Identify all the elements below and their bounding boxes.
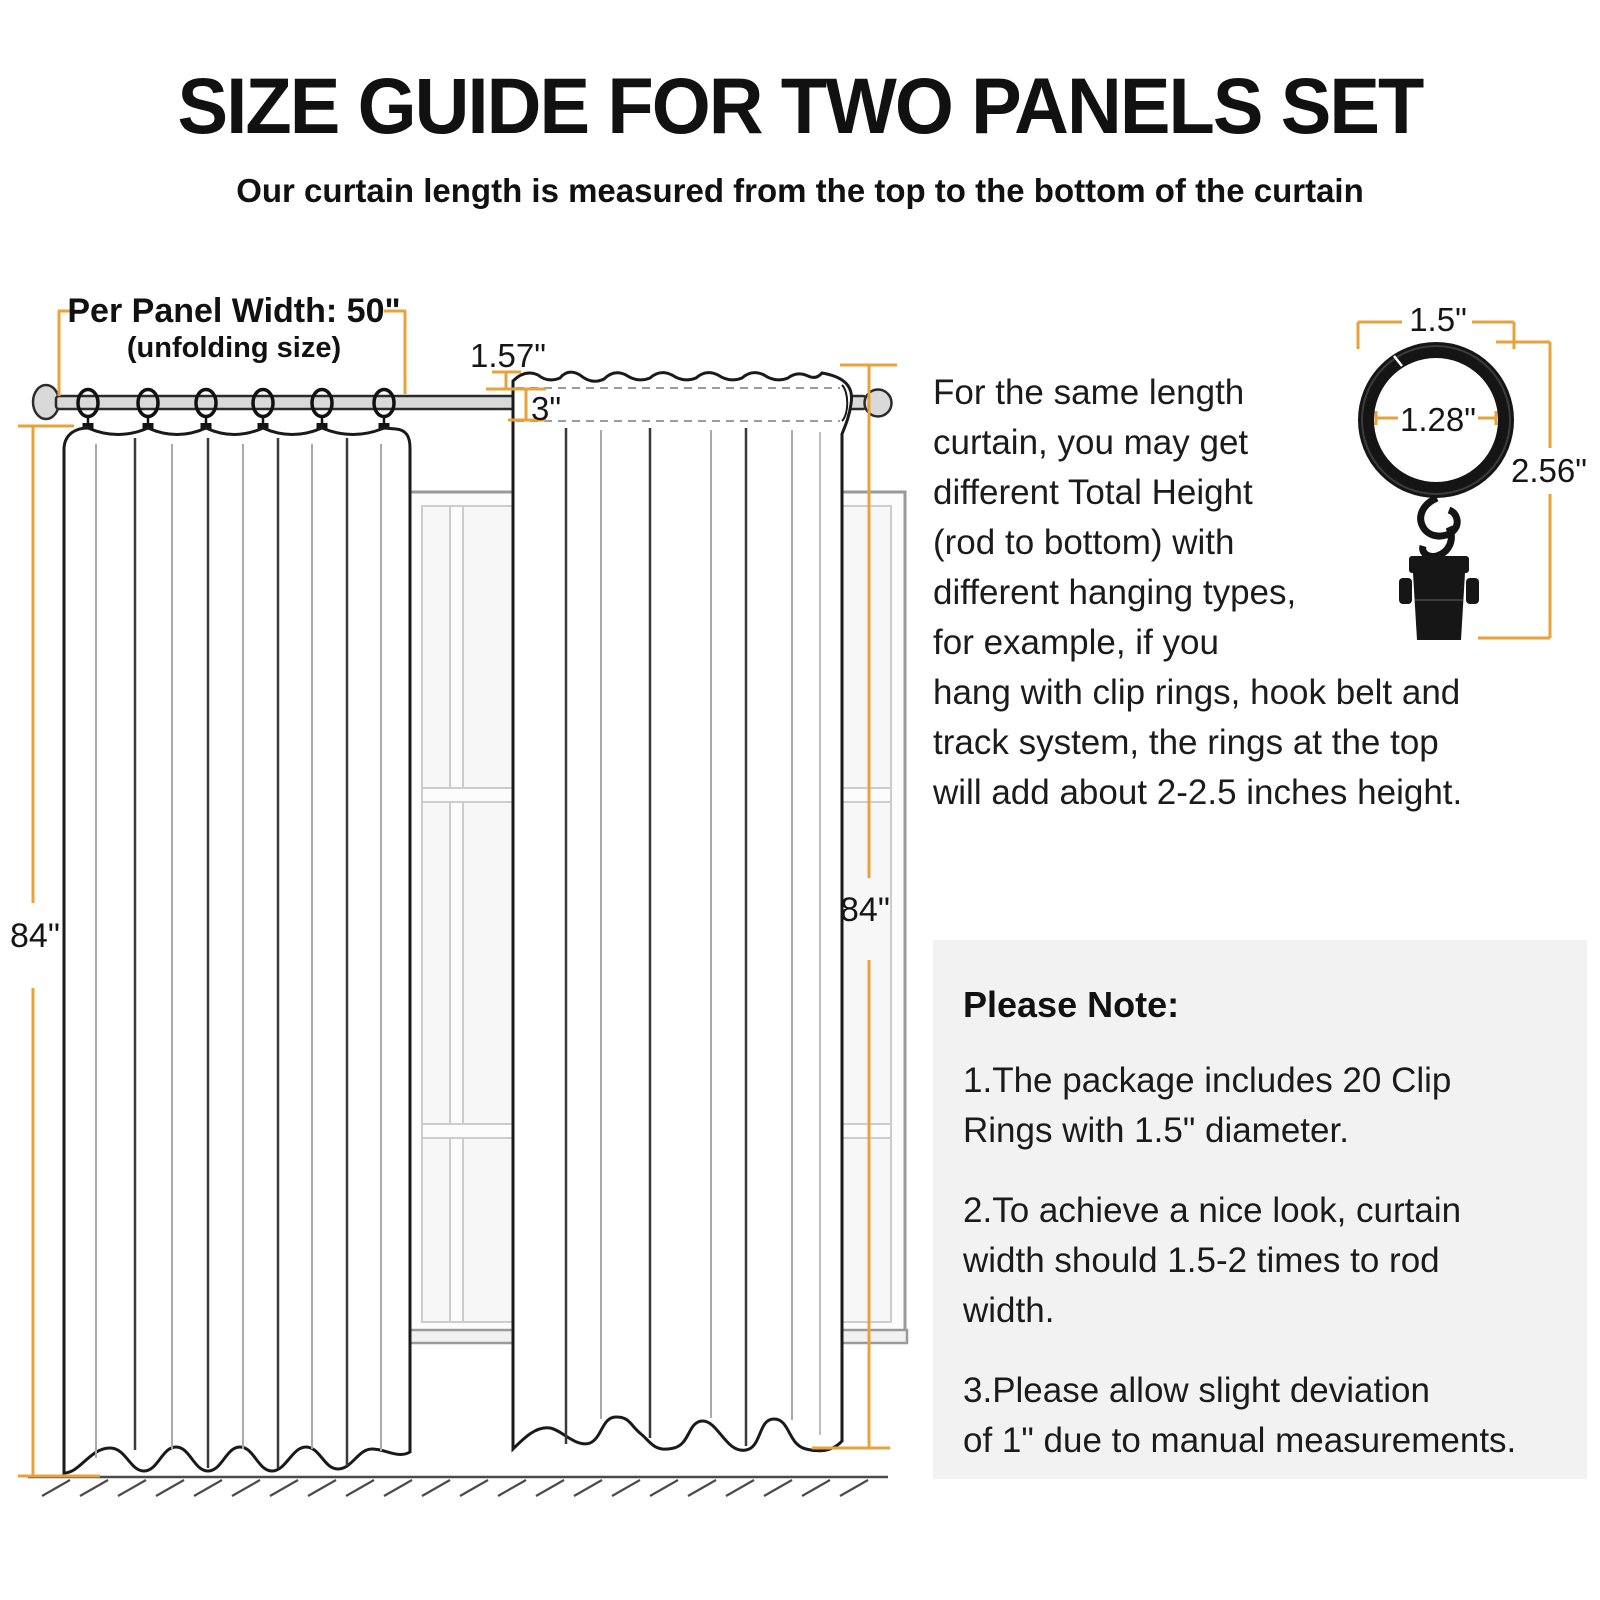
note-line: 3.Please allow slight deviation <box>963 1371 1430 1410</box>
page-title: SIZE GUIDE FOR TWO PANELS SET <box>177 61 1423 150</box>
rod-pocket-height-label: 3" <box>531 390 562 427</box>
note-item-2 <box>963 1186 1557 1336</box>
floor-hatching <box>42 1480 868 1496</box>
right-panel-length-label: 84" <box>840 891 890 929</box>
note-item-3 <box>963 1366 1557 1466</box>
description-line: different hanging types, <box>933 573 1297 612</box>
curtain-diagram <box>0 270 910 1510</box>
panel-width-label: Per Panel Width: 50" <box>67 292 401 330</box>
note-item-1 <box>963 1056 1557 1156</box>
note-line: of 1" due to manual measurements. <box>963 1421 1517 1460</box>
description-line: different Total Height <box>933 473 1253 512</box>
note-line: width should 1.5-2 times to rod <box>963 1241 1440 1280</box>
description-line: for example, if you <box>933 623 1219 662</box>
floor <box>28 1477 888 1496</box>
note-line: 2.To achieve a nice look, curtain <box>963 1191 1462 1230</box>
hanging-type-description <box>933 368 1553 818</box>
right-curtain-panel <box>513 372 852 1451</box>
note-line: Rings with 1.5" diameter. <box>963 1111 1349 1150</box>
panel-width-sublabel: (unfolding size) <box>126 332 342 364</box>
description-line: hang with clip rings, hook belt and <box>933 673 1461 712</box>
left-panel-length-label: 84" <box>10 917 60 955</box>
header-height-label: 1.57" <box>470 337 546 374</box>
ring-outer-diameter-label: 1.5" <box>1409 301 1467 338</box>
note-line: 1.The package includes 20 Clip <box>963 1061 1452 1100</box>
note-heading: Please Note: <box>963 984 1180 1025</box>
please-note-box <box>933 940 1587 1479</box>
description-line: curtain, you may get <box>933 423 1249 462</box>
note-line: width. <box>963 1291 1055 1330</box>
page-subtitle: Our curtain length is measured from the top to the bottom of the curtain <box>236 172 1364 209</box>
description-line: (rod to bottom) with <box>933 523 1235 562</box>
description-line: will add about 2-2.5 inches height. <box>933 773 1463 812</box>
ring-inner-diameter-label: 1.28" <box>1400 401 1476 438</box>
description-line: For the same length <box>933 373 1245 412</box>
description-line: track system, the rings at the top <box>933 723 1439 762</box>
left-curtain-panel <box>64 428 410 1473</box>
ring-total-height-label: 2.56" <box>1511 452 1587 489</box>
